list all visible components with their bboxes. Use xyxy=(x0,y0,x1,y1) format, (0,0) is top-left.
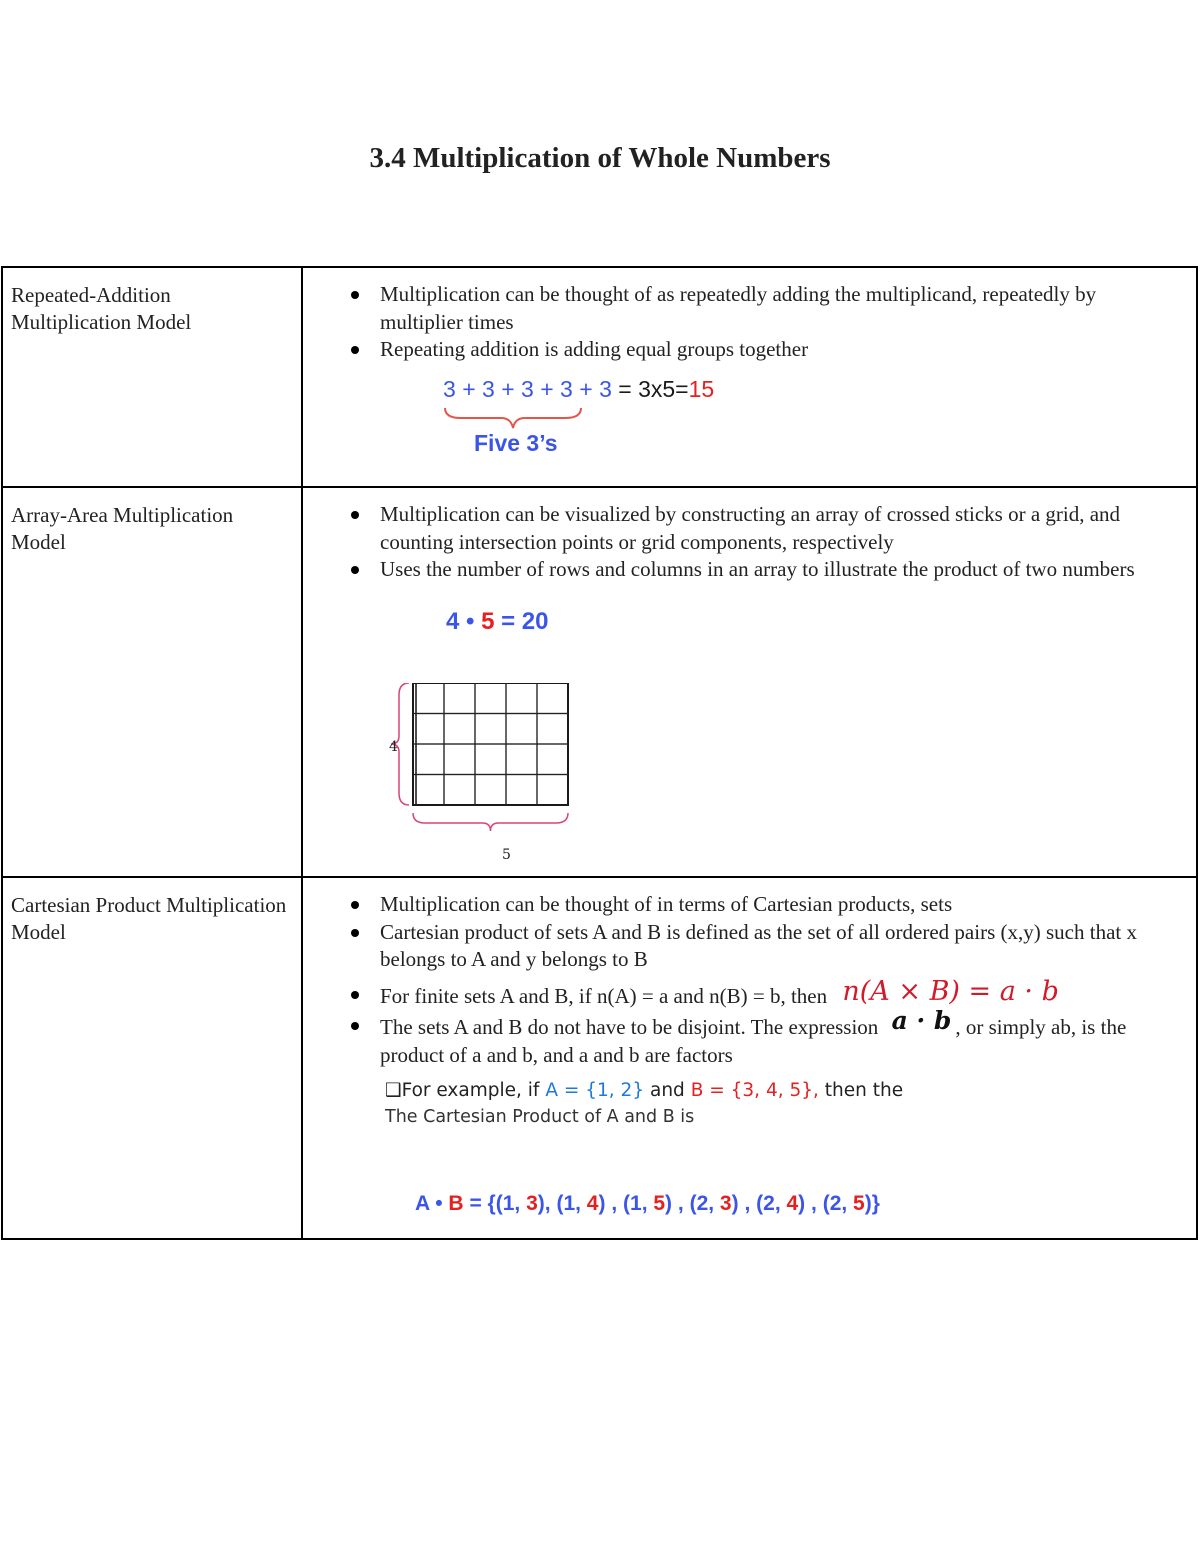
model-name: Repeated-Addition Multiplication Model xyxy=(2,267,302,487)
curly-brace-icon xyxy=(443,406,583,430)
rows-label: 4 xyxy=(389,739,398,755)
repeated-addition-equation xyxy=(443,376,714,403)
cartesian-product xyxy=(415,1192,880,1216)
list-item xyxy=(303,975,1196,1011)
columns-brace-icon xyxy=(413,813,568,831)
pair-x: 1 xyxy=(630,1192,642,1215)
bullet-text: , or simply ab, is the product of a and b, and a and b are factors xyxy=(380,1015,1127,1067)
model-description xyxy=(302,267,1197,487)
set-open: = { xyxy=(469,1192,496,1215)
grid-cell xyxy=(444,714,475,745)
table-row xyxy=(2,267,1197,487)
page-title: 3.4 Multiplication of Whole Numbers xyxy=(369,142,831,174)
grid-cell xyxy=(506,775,537,806)
term: 3 xyxy=(560,376,573,402)
ordered-pairs: (1, 3), (1, 4) , (1, 5) , (2, 3) , (2, 4) , (2, 5) xyxy=(495,1192,872,1215)
product-expression: 3x5= xyxy=(638,376,689,402)
bullet-text: For finite sets A and B, if n(A) = a and n(B) = b, then xyxy=(380,983,828,1008)
rows-factor: 4 • xyxy=(446,608,475,635)
pair-x: 2 xyxy=(763,1192,775,1215)
grid-cell xyxy=(506,744,537,775)
array-equation xyxy=(446,608,549,636)
pair-y: 5 xyxy=(653,1192,666,1215)
set-a-label: A • xyxy=(415,1192,443,1215)
list-item: Uses the number of rows and columns in an array to illustrate the product of two numbers xyxy=(303,556,1196,584)
term: 3 xyxy=(482,376,495,402)
brace-label: Five 3’s xyxy=(474,430,558,456)
term: 3 xyxy=(521,376,534,402)
bullet-list xyxy=(303,281,1196,364)
pair-y: 3 xyxy=(526,1192,538,1215)
pair-x: 1 xyxy=(502,1192,515,1215)
model-description xyxy=(302,487,1197,877)
grid-cell xyxy=(506,714,537,745)
ordered-pair: (2, 4) xyxy=(756,1192,806,1215)
product-formula: a · b xyxy=(891,1006,952,1035)
table-row xyxy=(2,877,1197,1239)
ordered-pair: (2, 5) xyxy=(822,1192,872,1215)
set-a: A = {1, 2} xyxy=(545,1080,645,1101)
grid-cell xyxy=(537,775,568,806)
product: = 20 xyxy=(501,608,549,635)
grid-cell xyxy=(537,714,568,745)
cardinality-formula: n(A × B) = a · b xyxy=(842,975,1059,1007)
set-b: B = {3, 4, 5}, xyxy=(690,1080,819,1101)
columns-factor: 5 xyxy=(481,608,495,635)
grid-cell xyxy=(413,744,444,775)
list-item: Multiplication can be thought of in terms of Cartesian products, sets xyxy=(303,891,1196,919)
grid-cell xyxy=(413,714,444,745)
then-word: then the xyxy=(824,1080,904,1101)
term: 3 xyxy=(599,376,612,402)
grid-cell xyxy=(475,683,506,714)
set-b-label: B xyxy=(448,1192,464,1215)
pair-y: 4 xyxy=(586,1192,599,1215)
ordered-pair: (2, 3) xyxy=(689,1192,739,1215)
and-word: and xyxy=(649,1080,685,1101)
list-item: Multiplication can be visualized by constructing an array of crossed sticks or a grid, and counting intersection points or grid components, respectively xyxy=(303,501,1196,556)
grid-cell xyxy=(475,775,506,806)
pair-x: 1 xyxy=(563,1192,576,1215)
checkbox-icon: ❑ xyxy=(385,1080,402,1101)
example-line-2: The Cartesian Product of A and B is xyxy=(385,1107,695,1127)
models-table xyxy=(1,266,1198,1240)
model-name: Array-Area Multiplication Model xyxy=(2,487,302,877)
equals-sign: = xyxy=(618,376,632,402)
grid-cell xyxy=(506,683,537,714)
pair-y: 3 xyxy=(719,1192,732,1215)
list-item: Cartesian product of sets A and B is defined as the set of all ordered pairs (x,y) such that x belongs to A and y belongs to B xyxy=(303,919,1196,974)
list-item: Repeating addition is adding equal groups together xyxy=(303,336,1196,364)
pair-x: 2 xyxy=(829,1192,842,1215)
bullet-list xyxy=(303,501,1196,584)
ordered-pair: (1, 5) xyxy=(623,1192,673,1215)
plus-sign: + xyxy=(501,376,515,402)
plus-sign: + xyxy=(462,376,476,402)
table-row xyxy=(2,487,1197,877)
grid-cell xyxy=(444,744,475,775)
list-item xyxy=(303,1006,1196,1069)
pair-x: 2 xyxy=(696,1192,709,1215)
set-close: } xyxy=(871,1192,880,1215)
plus-sign: + xyxy=(540,376,554,402)
model-description xyxy=(302,877,1197,1239)
array-grid xyxy=(385,683,595,868)
bullet-list xyxy=(303,891,1196,1069)
grid-cell xyxy=(444,775,475,806)
plus-sign: + xyxy=(579,376,593,402)
term: 3 xyxy=(443,376,456,402)
example-line xyxy=(385,1078,903,1104)
pair-y: 5 xyxy=(853,1192,865,1215)
ordered-pair: (1, 4) xyxy=(556,1192,606,1215)
grid-cell xyxy=(475,744,506,775)
grid-cell xyxy=(413,683,444,714)
grid-cell xyxy=(475,714,506,745)
grid-cell xyxy=(413,775,444,806)
bullet-text: The sets A and B do not have to be disjoint. The expression xyxy=(380,1015,879,1039)
ordered-pair: (1, 3) xyxy=(495,1192,545,1215)
pair-y: 4 xyxy=(786,1192,799,1215)
columns-label: 5 xyxy=(502,847,511,863)
example-intro: For example, if xyxy=(401,1080,540,1101)
list-item: Multiplication can be thought of as repeatedly adding the multiplicand, repeatedly by multiplier times xyxy=(303,281,1196,336)
grid-cell xyxy=(444,683,475,714)
model-name: Cartesian Product Multiplication Model xyxy=(2,877,302,1239)
grid-cell xyxy=(537,744,568,775)
result: 15 xyxy=(688,376,715,402)
grid-cell xyxy=(537,683,568,714)
